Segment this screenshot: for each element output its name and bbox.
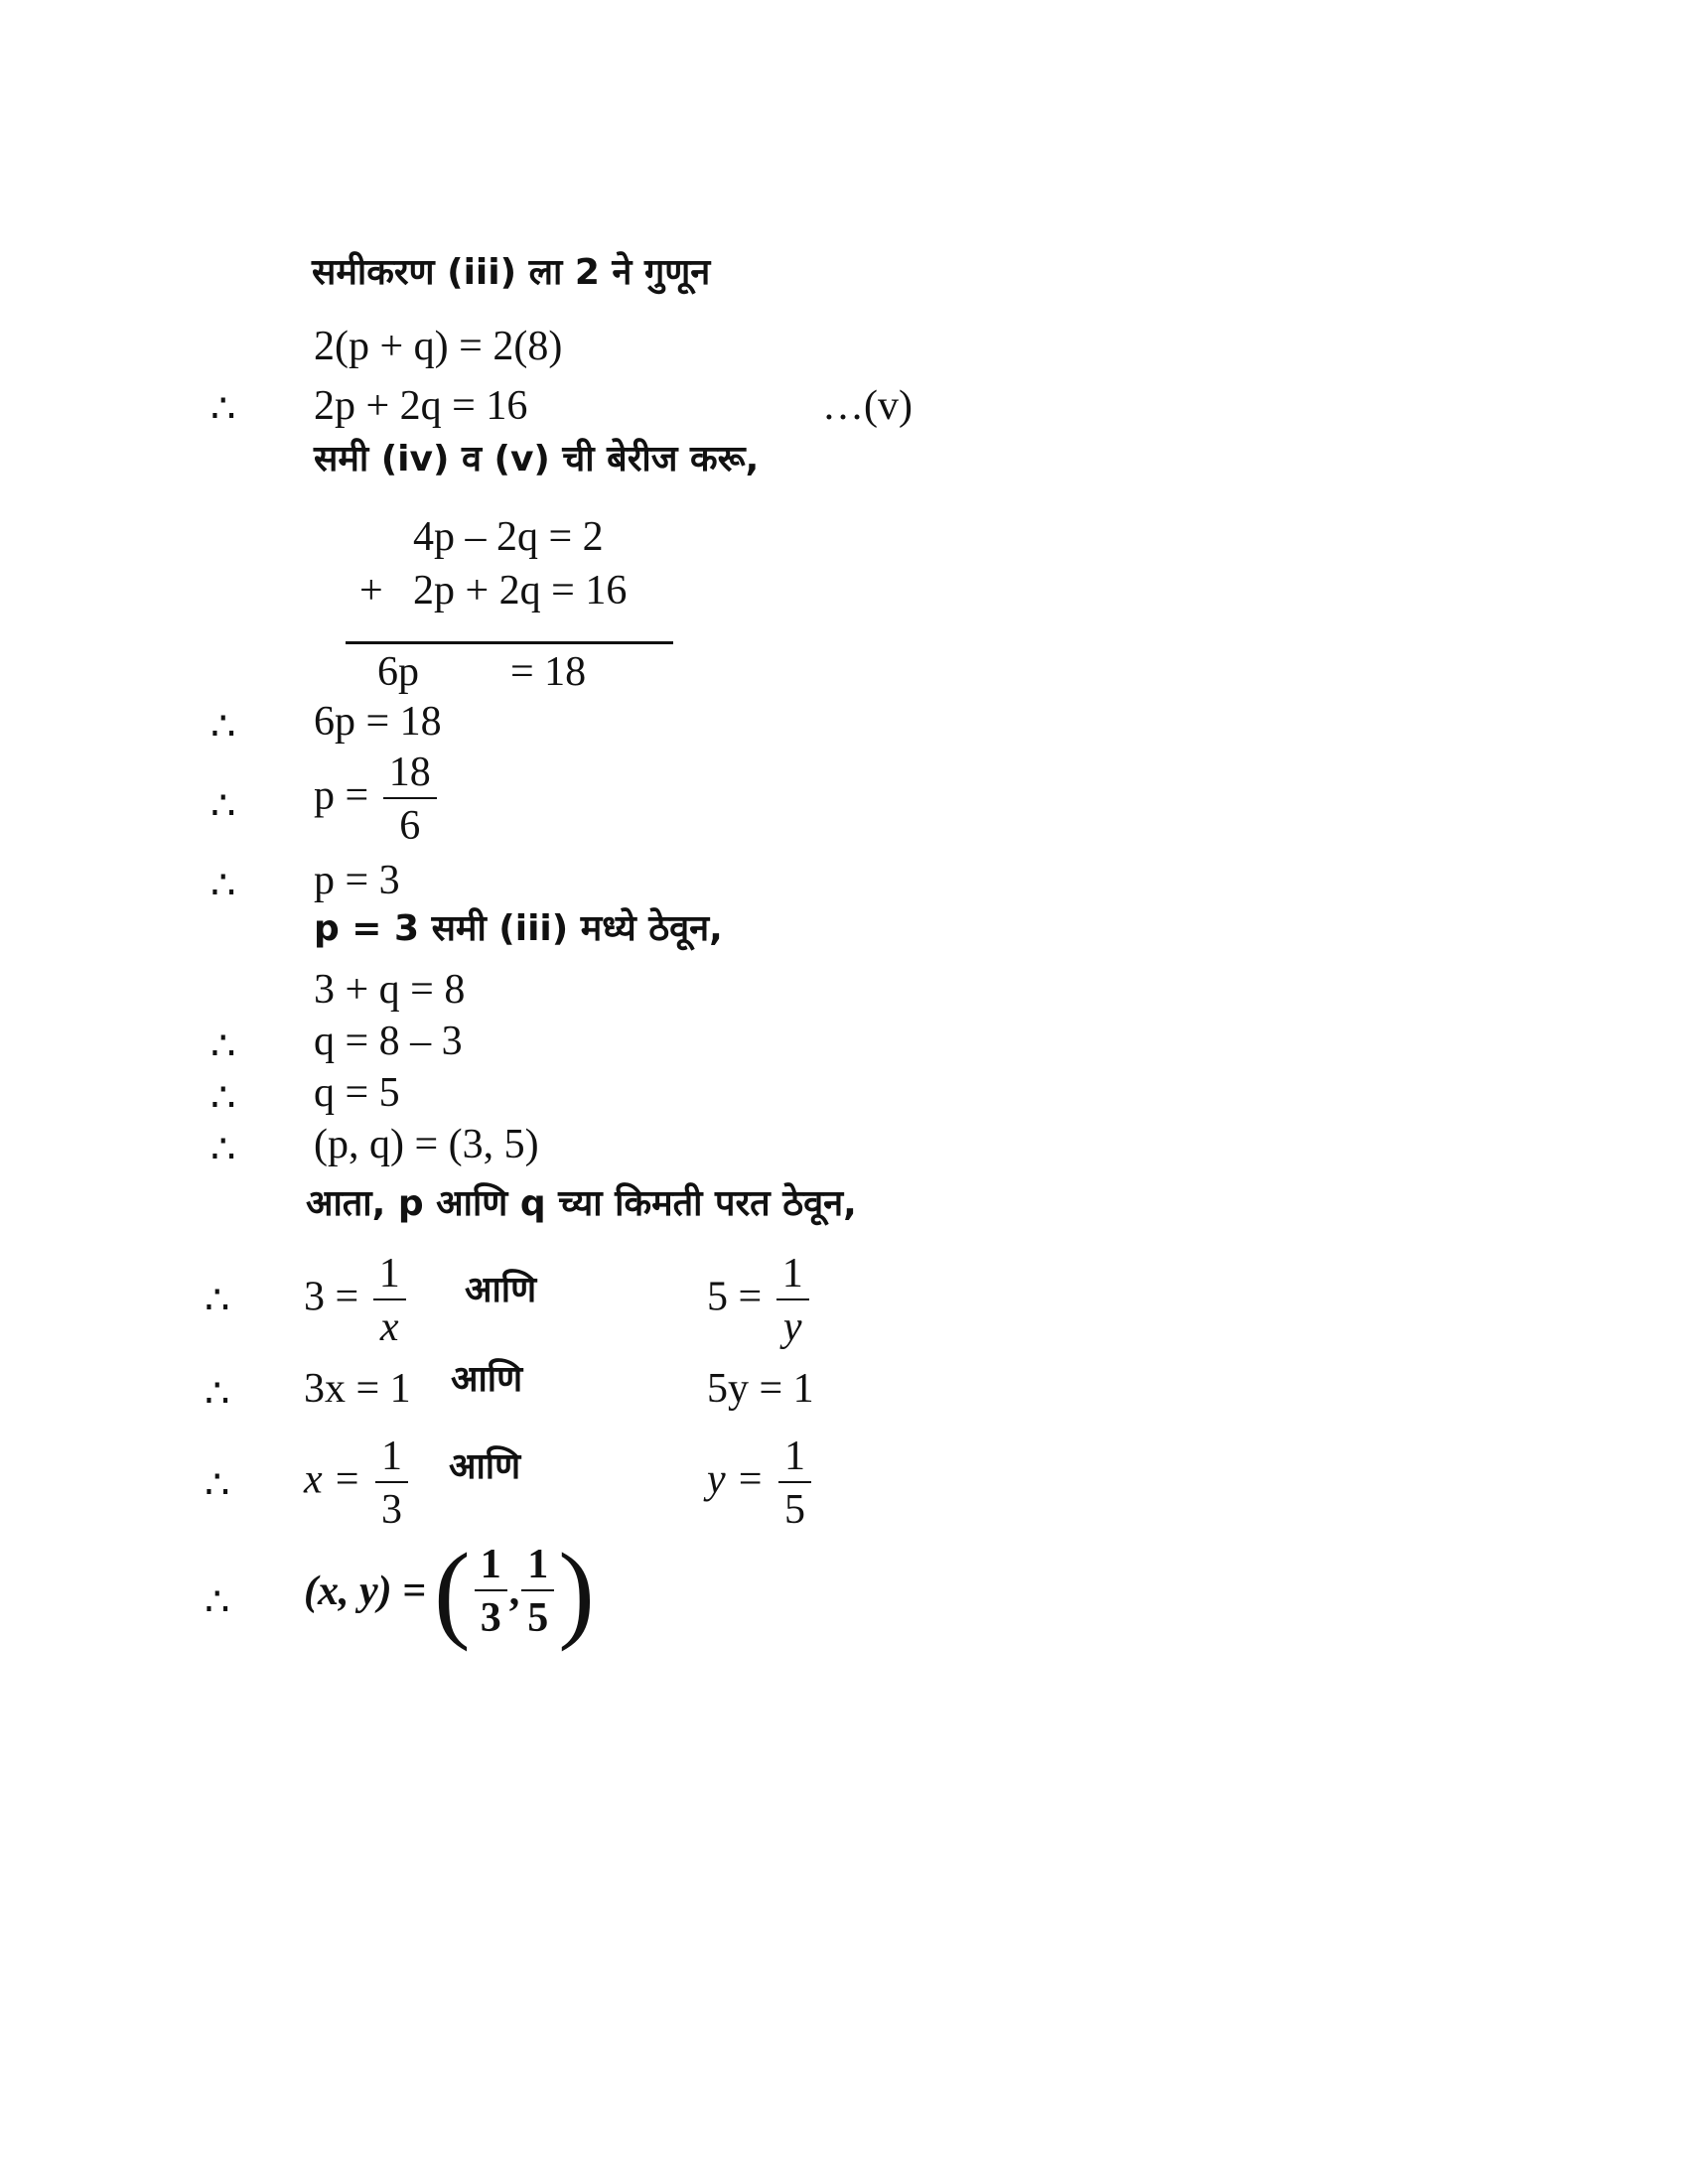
fraction-denominator: 6 — [399, 803, 421, 849]
therefore-symbol: ∴ — [211, 863, 236, 907]
therefore-symbol: ∴ — [211, 386, 236, 431]
equation-5y: 5y = 1 — [707, 1366, 814, 1412]
addition-sum-left: 6p — [377, 649, 419, 695]
therefore-symbol: ∴ — [211, 1024, 236, 1068]
equation-x-value: x = $\frac{1}{3}$ — [304, 1435, 412, 1531]
fraction-1-over-3: $\frac{1}{3}$ — [375, 1435, 408, 1531]
fraction-1-over-x: $\frac{1}{x}$ — [373, 1253, 406, 1348]
therefore-symbol: ∴ — [211, 704, 236, 749]
and-word: आणि — [465, 1270, 537, 1310]
equation-q-diff: q = 8 – 3 — [314, 1019, 463, 1064]
fraction-18-over-6 — [383, 751, 437, 847]
left-paren: ( — [434, 1531, 471, 1652]
fraction-1-over-5: $\frac{1}{5}$ — [778, 1435, 811, 1531]
and-word: आणि — [449, 1446, 521, 1487]
equation-pq-pair: (p, q) = (3, 5) — [314, 1122, 539, 1167]
addition-rule — [346, 641, 673, 644]
equation-v-tag: …(v) — [822, 383, 913, 429]
step-multiply-text: समीकरण (iii) ला 2 ने गुणून — [312, 252, 711, 293]
equation-3x: 3x = 1 — [304, 1366, 411, 1412]
equation-p-value: p = 3 — [314, 858, 400, 903]
therefore-symbol: ∴ — [211, 783, 236, 828]
fraction-1-over-y: $\frac{1}{y}$ — [776, 1253, 809, 1348]
therefore-symbol: ∴ — [205, 1579, 230, 1624]
fraction-1-over-3-final: $\frac{1}{3}$ — [475, 1544, 507, 1639]
and-word: आणि — [451, 1359, 523, 1400]
equation-6p: 6p = 18 — [314, 699, 442, 745]
therefore-symbol: ∴ — [205, 1371, 230, 1416]
final-answer-lhs: (x, y) = — [304, 1569, 427, 1614]
step-substitute-text: p = 3 समी (iii) मध्ये ठेवून, — [314, 908, 723, 949]
equation-2pq: 2(p + q) = 2(8) — [314, 324, 563, 369]
p-equals: p = — [314, 772, 369, 819]
step-back-substitute-text: आता, p आणि q च्या किमती परत ठेवून, — [306, 1183, 857, 1224]
equation-q-value: q = 5 — [314, 1070, 400, 1116]
therefore-symbol: ∴ — [211, 1075, 236, 1120]
final-answer — [304, 1531, 595, 1652]
addition-sum-right: = 18 — [510, 649, 587, 695]
addition-row-2: 2p + 2q = 16 — [413, 568, 628, 614]
equation-y-value: y = $\frac{1}{5}$ — [707, 1435, 815, 1531]
therefore-symbol: ∴ — [205, 1462, 230, 1507]
right-paren: ) — [558, 1531, 595, 1652]
therefore-symbol: ∴ — [211, 1127, 236, 1171]
equation-v: 2p + 2q = 16 — [314, 383, 528, 429]
fraction-numerator: 18 — [383, 751, 437, 799]
comma: , — [508, 1569, 520, 1614]
equation-3-eq-1-over-x: 3 = $\frac{1}{x}$ — [304, 1253, 410, 1348]
fraction-1-over-5-final: $\frac{1}{5}$ — [521, 1544, 554, 1639]
equation-3q: 3 + q = 8 — [314, 967, 466, 1013]
addition-plus-sign: + — [359, 568, 383, 614]
addition-row-1: 4p – 2q = 2 — [413, 514, 604, 560]
equation-5-eq-1-over-y: 5 = $\frac{1}{y}$ — [707, 1253, 813, 1348]
therefore-symbol: ∴ — [205, 1278, 230, 1322]
step-add-text: समी (iv) व (v) ची बेरीज करू, — [314, 439, 760, 479]
equation-p-fraction — [314, 751, 441, 847]
